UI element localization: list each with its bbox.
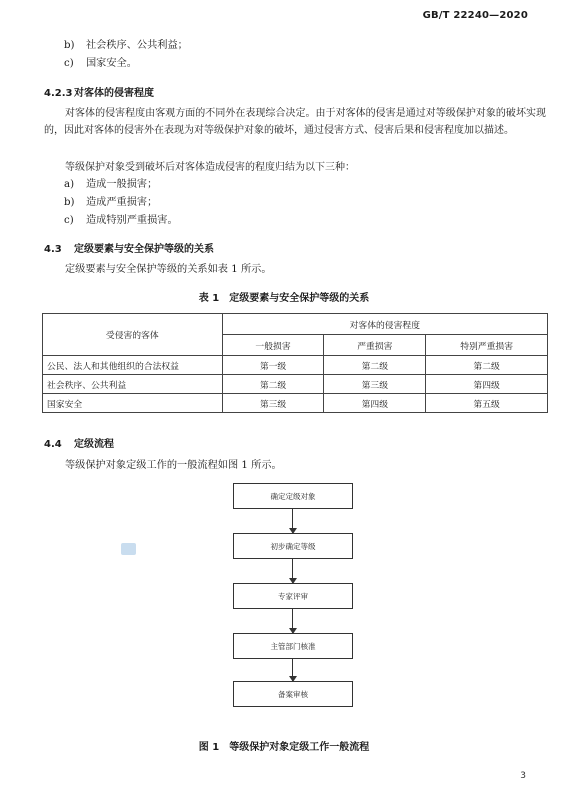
flow-arrow [292, 609, 293, 633]
flow-step-1: 确定定级对象 [233, 483, 353, 509]
flow-arrow [292, 659, 293, 681]
level-table [42, 313, 548, 413]
flow-step-3: 专家评审 [233, 583, 353, 609]
row-object: 国家安全 [43, 394, 223, 413]
level-cell: 第三级 [222, 394, 324, 413]
list-text: 造成一般损害； [86, 179, 158, 190]
list-text: 造成严重损害； [86, 197, 158, 208]
list-item-c [64, 55, 137, 73]
row-object: 公民、法人和其他组织的合法权益 [43, 356, 223, 375]
list-item-b [64, 37, 188, 55]
table-row [43, 375, 548, 394]
section-title: 对客体的侵害程度 [74, 88, 154, 99]
standard-number: GB/T 22240—2020 [422, 10, 528, 21]
level-cell: 第三级 [324, 375, 426, 394]
table-caption: 表 1 定级要素与安全保护等级的关系 [198, 293, 370, 304]
paragraph: 等级保护对象受到破坏后对客体造成侵害的程度归结为以下三种： [65, 162, 355, 173]
flow-step-2: 初步确定等级 [233, 533, 353, 559]
header-degree: 对客体的侵害程度 [222, 314, 547, 335]
level-cell: 第二级 [222, 375, 324, 394]
list-label: c) [64, 58, 74, 69]
flow-step-5: 备案审核 [233, 681, 353, 707]
page-number: 3 [520, 771, 526, 781]
flow-arrow [292, 509, 293, 533]
watermark-stamp [121, 543, 136, 555]
list-text: 造成特别严重损害。 [86, 215, 178, 226]
table-row [43, 356, 548, 375]
figure-caption: 图 1 等级保护对象定级工作一般流程 [198, 742, 370, 753]
table-row [43, 394, 548, 413]
paragraph: 对客体的侵害程度由客观方面的不同外在表现综合决定。由于对客体的侵害是通过对等级保护对象的破坏实现的，因此对客体的侵害外在表现为对等级保护对象的破坏，通过侵害方式、侵害后果和侵害程度加以描述。 [44, 108, 546, 136]
list-label: b) [64, 40, 75, 51]
section-heading-4-3 [44, 240, 214, 255]
section-number: 4.4 [44, 439, 62, 450]
list-label: c) [64, 215, 74, 226]
row-object: 社会秩序、公共利益 [43, 375, 223, 394]
section-title: 定级要素与安全保护等级的关系 [74, 244, 214, 255]
section-number: 4.3 [44, 244, 62, 255]
level-cell: 第四级 [324, 394, 426, 413]
list-label: b) [64, 197, 75, 208]
level-cell: 第五级 [426, 394, 548, 413]
header-object: 受侵害的客体 [43, 314, 223, 356]
section-heading-4-2-3 [44, 84, 154, 99]
flow-arrow [292, 559, 293, 583]
list-item-a [64, 176, 157, 194]
paragraph: 等级保护对象定级工作的一般流程如图 1 所示。 [65, 460, 282, 471]
paragraph: 定级要素与安全保护等级的关系如表 1 所示。 [65, 264, 272, 275]
level-cell: 第一级 [222, 356, 324, 375]
level-cell: 第四级 [426, 375, 548, 394]
list-text: 社会秩序、公共利益； [86, 40, 188, 51]
section-title: 定级流程 [74, 439, 114, 450]
section-number: 4.2.3 [44, 88, 73, 99]
section-heading-4-4 [44, 435, 114, 450]
list-label: a) [64, 179, 75, 190]
header-especially-serious-damage: 特别严重损害 [426, 335, 548, 356]
flow-step-4: 主管部门核准 [233, 633, 353, 659]
header-serious-damage: 严重损害 [324, 335, 426, 356]
list-item-b [64, 194, 157, 212]
header-general-damage: 一般损害 [222, 335, 324, 356]
level-cell: 第二级 [324, 356, 426, 375]
list-text: 国家安全。 [86, 58, 137, 69]
list-item-c [64, 212, 178, 230]
level-cell: 第二级 [426, 356, 548, 375]
